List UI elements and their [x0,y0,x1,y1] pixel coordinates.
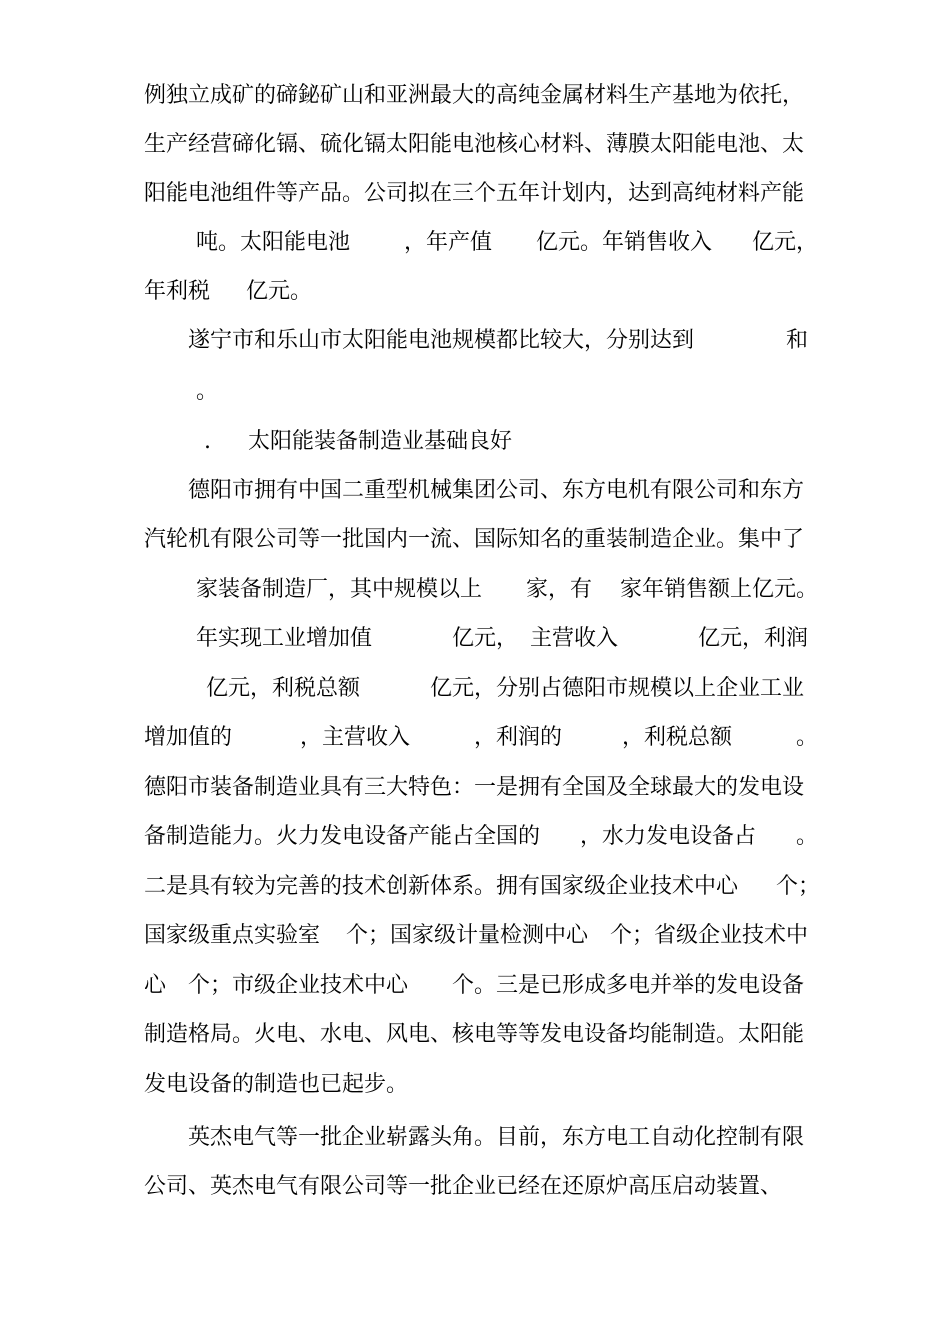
text-segment: 年利税 [144,279,211,304]
text-line [0,1015,950,1055]
text-segment: 例独立成矿的碲鉍矿山和亚洲最大的高纯金属材料生产基地为依托， [144,83,805,108]
text-segment: 国家级重点实验室 [144,923,321,948]
text-line [0,916,950,956]
text-segment: 个；国家级计量检测中心 [346,923,589,948]
text-segment: 吨。太阳能电池 [196,230,351,255]
text-line [0,223,950,263]
text-line [0,966,950,1006]
text-segment: 家年销售额上亿元。 [620,577,819,602]
text-segment: 生产经营碲化镉、硫化镉太阳能电池核心材料、薄膜太阳能电池、太 [144,132,805,157]
text-segment: 。 [796,725,819,750]
text-line [0,520,950,560]
text-segment: 亿元， [752,230,819,255]
text-segment: 二是具有较为完善的技术创新体系。拥有国家级企业技术中心 [144,874,739,899]
text-segment: ，利润的 [474,725,563,750]
text-segment: 公司、英杰电气有限公司等一批企业已经在还原炉高压启动装置、 [144,1174,783,1199]
text-segment: 个； [776,874,821,899]
text-line [0,1118,950,1158]
text-line [0,174,950,214]
text-line [0,718,950,758]
text-line [0,570,950,610]
text-line [0,817,950,857]
text-segment: 增加值的 [144,725,233,750]
text-segment: 亿元，利润 [698,626,809,651]
text-segment: 备制造能力。火力发电设备产能占全国的 [144,824,541,849]
text-line [0,372,950,412]
text-segment: 亿元， [452,626,519,651]
text-line [0,1167,950,1207]
text-segment: 亿元，分别占德阳市规模以上企业工业 [430,676,805,701]
text-segment: 和 [786,328,809,353]
text-segment: 德阳市装备制造业具有三大特色：一是拥有全国及全球最大的发电设 [144,775,805,800]
text-line [0,619,950,659]
text-segment: 个。三是已形成多电并举的发电设备 [452,973,805,998]
text-segment: ，年产值 [404,230,493,255]
text-segment: 个；市级企业技术中心 [188,973,409,998]
text-segment: 。 [196,379,219,404]
text-segment: 亿元，利税总额 [206,676,361,701]
text-segment: 。 [796,824,819,849]
text-line [0,76,950,116]
text-segment: 家装备制造厂，其中规模以上 [196,577,483,602]
text-segment: 遂宁市和乐山市太阳能电池规模都比较大，分别达到 [188,328,695,353]
text-segment: 汽轮机有限公司等一批国内一流、国际知名的重装制造企业。集中了 [144,527,805,552]
text-line [0,125,950,165]
text-segment: 年实现工业增加值 [196,626,373,651]
text-segment: ，水力发电设备占 [580,824,757,849]
text-line [0,669,950,709]
text-segment: 个；省级企业技术中 [610,923,809,948]
text-line [0,471,950,511]
text-segment: ，利税总额 [622,725,733,750]
text-line [0,272,950,312]
heading-number: . [204,429,211,454]
text-line [0,1065,950,1105]
text-segment: 亿元。 [246,279,313,304]
heading-text: 太阳能装备制造业基础良好 [248,429,513,454]
text-segment: 制造格局。火电、水电、风电、核电等等发电设备均能制造。太阳能 [144,1022,805,1047]
text-segment: 英杰电气等一批企业崭露头角。目前，东方电工自动化控制有限 [188,1125,805,1150]
text-segment: ，主营收入 [300,725,411,750]
section-heading [0,422,950,462]
text-line [0,768,950,808]
text-segment: 阳能电池组件等产品。公司拟在三个五年计划内，达到高纯材料产能 [144,181,805,206]
text-segment: 发电设备的制造也已起步。 [144,1072,409,1097]
text-segment: 家，有 [526,577,593,602]
text-line [0,321,950,361]
text-segment: 德阳市拥有中国二重型机械集团公司、东方电机有限公司和东方 [188,478,805,503]
text-segment: 主营收入 [530,626,619,651]
text-line [0,867,950,907]
text-segment: 亿元。年销售收入 [536,230,713,255]
text-segment: 心 [144,973,167,998]
